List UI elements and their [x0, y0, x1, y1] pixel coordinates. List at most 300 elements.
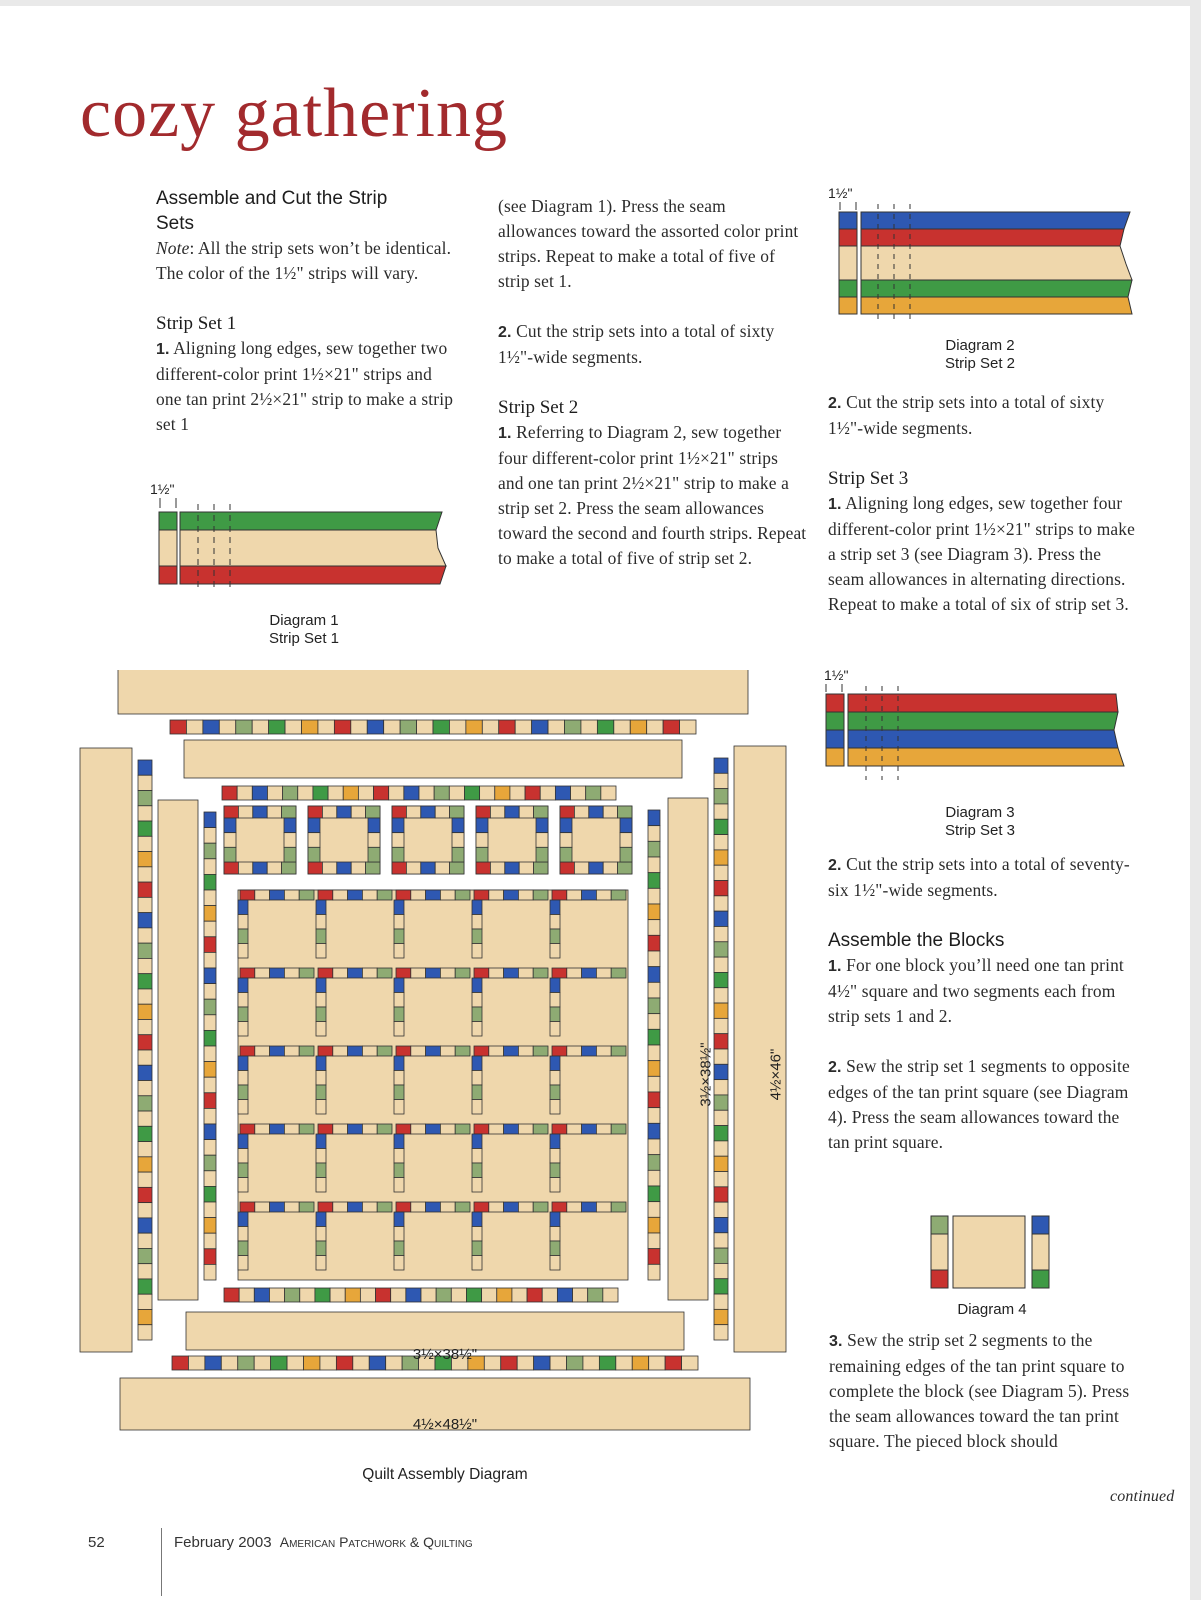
center-segment [316, 1241, 326, 1256]
center-segment [362, 1202, 377, 1212]
pieced-border-segment [714, 1217, 728, 1232]
pieced-border-segment [714, 926, 728, 941]
pieced-border-segment [665, 1356, 681, 1370]
inner-pieced-segment [315, 1288, 330, 1302]
center-segment [440, 1046, 455, 1056]
block-segment [368, 847, 380, 862]
pieced-border-segment [138, 806, 152, 821]
center-segment [316, 915, 326, 930]
center-segment [550, 1022, 560, 1037]
diagram-2-segment-blue [839, 212, 857, 229]
diagram-2-subtitle: Strip Set 2 [944, 355, 1016, 372]
pieced-border-segment [647, 720, 663, 734]
pieced-border-segment [138, 958, 152, 973]
block-segment [450, 862, 464, 874]
block-segment [620, 847, 632, 862]
center-segment [318, 890, 333, 900]
pieced-border-segment [565, 720, 581, 734]
pieced-border-segment [219, 720, 235, 734]
step-number: 1. [828, 958, 842, 975]
center-segment [299, 890, 314, 900]
block-segment [392, 862, 406, 874]
diagram-3-segment-red [826, 694, 844, 712]
center-segment [333, 890, 348, 900]
center-segment [550, 1149, 560, 1164]
center-segment [474, 890, 489, 900]
pieced-border-segment [271, 1356, 287, 1370]
pieced-border-segment [138, 913, 152, 928]
pieced-border-segment [532, 720, 548, 734]
inner-pieced-segment [204, 999, 216, 1015]
center-segment [316, 1100, 326, 1115]
inner-pieced-segment [648, 1092, 660, 1108]
inner-pieced-segment [648, 982, 660, 998]
inner-pieced-segment [648, 1108, 660, 1124]
center-segment [472, 1085, 482, 1100]
diagram-2-dimension: 1½" [828, 185, 853, 201]
pieced-border-segment [138, 1203, 152, 1218]
center-segment [611, 890, 626, 900]
pieced-border-segment [203, 720, 219, 734]
center-segment [426, 968, 441, 978]
step-number: 2. [828, 1059, 842, 1076]
inner-pieced-segment [224, 1288, 239, 1302]
footer-date: February 2003 [174, 1534, 272, 1551]
inner-pieced-segment [648, 1202, 660, 1218]
center-segment [504, 1046, 519, 1056]
center-segment [270, 890, 285, 900]
block-segment [421, 862, 435, 874]
pieced-border-segment [138, 928, 152, 943]
step-number: 2. [828, 857, 842, 874]
inner-pieced-segment [404, 786, 419, 800]
center-segment [333, 1124, 348, 1134]
center-segment [455, 968, 470, 978]
inner-pieced-segment [588, 1288, 603, 1302]
diagram-4-caption: Diagram 4 [957, 1301, 1027, 1318]
center-segment [611, 968, 626, 978]
pieced-border-segment [138, 867, 152, 882]
diagram-4-left-segment-sage [931, 1216, 948, 1234]
inner-pieced-segment [648, 1170, 660, 1186]
block-segment [560, 806, 574, 818]
outer-border-left [80, 748, 132, 1352]
pieced-border-segment [583, 1356, 599, 1370]
block-segment [560, 818, 572, 833]
center-segment [550, 993, 560, 1008]
quilt-label-outer-right: 4½×46" [767, 1048, 785, 1101]
block-segment [505, 862, 519, 874]
center-segment [426, 1046, 441, 1056]
center-segment [240, 1046, 255, 1056]
pieced-border-segment [714, 1172, 728, 1187]
center-segment [472, 944, 482, 959]
block-segment [603, 862, 617, 874]
pieced-border-segment [384, 720, 400, 734]
continued-note: continued [1110, 1488, 1175, 1505]
block-segment [519, 862, 533, 874]
inner-pieced-segment [204, 1015, 216, 1031]
center-segment [318, 1124, 333, 1134]
quilt-label-outer-bottom: 4½×48½" [412, 1416, 478, 1433]
center-segment [567, 1046, 582, 1056]
center-segment [238, 1212, 248, 1227]
center-segment [394, 1178, 404, 1193]
center-segment [238, 1149, 248, 1164]
pieced-border-segment [614, 720, 630, 734]
block-segment [534, 862, 548, 874]
inner-pieced-segment [648, 1155, 660, 1171]
center-segment [472, 1056, 482, 1071]
inner-pieced-segment [586, 786, 601, 800]
center-segment [472, 1134, 482, 1149]
pieced-border-segment [138, 760, 152, 775]
inner-pieced-segment [204, 937, 216, 953]
pieced-border-segment [714, 1187, 728, 1202]
inner-pieced-segment [648, 1249, 660, 1265]
pieced-border-segment [714, 804, 728, 819]
block-segment [351, 862, 365, 874]
inner-pieced-segment [204, 1249, 216, 1265]
pieced-border-segment [499, 720, 515, 734]
pieced-border-segment [714, 1080, 728, 1095]
diagram-1-subtitle: Strip Set 1 [268, 630, 340, 647]
inner-pieced-segment [358, 786, 373, 800]
pieced-border-segment [714, 1049, 728, 1064]
pieced-border-segment [188, 1356, 204, 1370]
inner-pieced-segment [204, 1077, 216, 1093]
center-segment [348, 1202, 363, 1212]
pieced-border-segment [581, 720, 597, 734]
center-segment [316, 1256, 326, 1271]
pieced-border-segment [138, 989, 152, 1004]
block-segment [392, 806, 406, 818]
diagram-2-segment-red [839, 229, 857, 246]
inner-pieced-segment [237, 786, 252, 800]
pieced-border-segment [304, 1356, 320, 1370]
inner-pieced-segment [527, 1288, 542, 1302]
inner-pieced-segment [648, 935, 660, 951]
pieced-border-segment [138, 836, 152, 851]
center-segment [411, 890, 426, 900]
inner-pieced-segment [283, 786, 298, 800]
column-2 [498, 194, 808, 571]
block-segment [284, 833, 296, 848]
center-segment [489, 1046, 504, 1056]
center-segment [299, 1202, 314, 1212]
inner-pieced-segment [285, 1288, 300, 1302]
diagram-1-segment-tan [159, 530, 177, 566]
pieced-border-segment [714, 773, 728, 788]
inner-pieced-segment [557, 1288, 572, 1302]
pieced-border-segment [482, 720, 498, 734]
center-segment [238, 915, 248, 930]
inner-border-left [158, 800, 198, 1300]
step-text: Referring to Diagram 2, sew together four different-color print 1½×21" strips and one tan print 2½×21" strip to make a strip set 2. Press the seam allowances toward the second and fourth strips. Repeat to make a total of five of strip set 2. [498, 422, 807, 568]
block-segment [282, 862, 296, 874]
block-segment [452, 833, 464, 848]
center-segment [550, 1085, 560, 1100]
center-segment [518, 1046, 533, 1056]
inner-border-top [184, 740, 682, 778]
pieced-border-segment [649, 1356, 665, 1370]
pieced-border-segment [138, 1309, 152, 1324]
center-segment [255, 968, 270, 978]
inner-pieced-segment [204, 890, 216, 906]
block-segment [536, 847, 548, 862]
inner-pieced-segment [510, 786, 525, 800]
quilt-assembly-diagram [78, 670, 802, 1460]
block-segment [322, 862, 336, 874]
center-segment [474, 1202, 489, 1212]
quilt-center [238, 890, 628, 1280]
strip-set-1-continued: (see Diagram 1). Press the seam allowances toward the assorted color print strips. Repeat to make a total of five of strip set 1. [498, 196, 799, 291]
block-segment [452, 818, 464, 833]
diagram-1-strip-tan [180, 530, 446, 566]
pieced-border-segment [714, 819, 728, 834]
pieced-border-segment [714, 1325, 728, 1340]
center-segment [472, 1163, 482, 1178]
block-segment [224, 806, 238, 818]
center-segment [596, 968, 611, 978]
block-segment [505, 806, 519, 818]
inner-pieced-segment [648, 1233, 660, 1249]
diagram-1-caption [224, 612, 384, 648]
inner-pieced-segment [204, 906, 216, 922]
inner-pieced-segment [497, 1288, 512, 1302]
inner-pieced-segment [648, 920, 660, 936]
pieced-border-segment [205, 1356, 221, 1370]
step-text: Sew the strip set 2 segments to the remaining edges of the tan print square to complete the block (see Diagram 5). Press the seam allowances toward the tan print square. The pieced block should [829, 1330, 1130, 1451]
inner-pieced-segment [204, 921, 216, 937]
block-segment [224, 862, 238, 874]
block-segment [560, 833, 572, 848]
inner-pieced-segment [204, 968, 216, 984]
block-segment [490, 806, 504, 818]
center-segment [333, 1046, 348, 1056]
block-segment [534, 806, 548, 818]
inner-pieced-segment [648, 888, 660, 904]
center-segment [550, 1241, 560, 1256]
center-segment [238, 1241, 248, 1256]
block-segment [476, 862, 490, 874]
center-segment [455, 1202, 470, 1212]
inner-pieced-segment [204, 1233, 216, 1249]
block-segment [308, 818, 320, 833]
inner-pieced-segment [495, 786, 510, 800]
block-segment [574, 862, 588, 874]
inner-pieced-segment [204, 1124, 216, 1140]
block-segment [421, 806, 435, 818]
inner-pieced-segment [343, 786, 358, 800]
diagram-2-strip-red [861, 229, 1124, 246]
block-segment [238, 806, 252, 818]
inner-pieced-segment [204, 859, 216, 875]
pieced-border-segment [138, 791, 152, 806]
center-segment [455, 890, 470, 900]
center-segment [316, 1085, 326, 1100]
center-segment [596, 1202, 611, 1212]
step-text: Aligning long edges, sew together two different-color print 1½×21" strips and one tan print 2½×21" strip to make a strip set 1 [156, 338, 454, 434]
inner-pieced-segment [204, 1186, 216, 1202]
block-segment [284, 847, 296, 862]
center-segment [377, 890, 392, 900]
pieced-border-segment [138, 1157, 152, 1172]
center-segment [504, 1124, 519, 1134]
pieced-border-segment [138, 1172, 152, 1187]
center-segment [255, 1046, 270, 1056]
center-segment [518, 1124, 533, 1134]
center-segment [299, 968, 314, 978]
center-segment [552, 1202, 567, 1212]
center-segment [550, 1178, 560, 1193]
step-text: Cut the strip sets into a total of sixty 1½"-wide segments. [498, 321, 775, 367]
pieced-border-segment [714, 1233, 728, 1248]
center-segment [316, 929, 326, 944]
center-segment [504, 890, 519, 900]
pieced-border-segment [680, 720, 696, 734]
center-segment [472, 1256, 482, 1271]
center-segment [255, 1124, 270, 1134]
pieced-border-segment [302, 720, 318, 734]
center-segment [316, 1149, 326, 1164]
center-segment [238, 1100, 248, 1115]
inner-pieced-segment [648, 1076, 660, 1092]
step-text: Aligning long edges, sew together four different-color print 1½×21" strips to make a strip set 3 (see Diagram 3). Press the seam allowances in alternating directions. Repeat to make a total of six of strip set 3. [828, 493, 1136, 614]
block-segment [589, 806, 603, 818]
section-heading-blocks: Assemble the Blocks [828, 930, 1005, 951]
center-segment [318, 1202, 333, 1212]
inner-pieced-segment [542, 1288, 557, 1302]
center-segment [394, 915, 404, 930]
block-segment [337, 806, 351, 818]
inner-pieced-segment [648, 1014, 660, 1030]
center-segment [394, 1007, 404, 1022]
center-segment [238, 944, 248, 959]
pieced-border-segment [400, 720, 416, 734]
diagram-2-strip-set-2 [826, 184, 1136, 334]
pieced-border-segment [449, 720, 465, 734]
center-segment [394, 1212, 404, 1227]
diagram-2-caption: Diagram 2 [945, 337, 1015, 354]
pieced-border-segment [466, 720, 482, 734]
diagram-3-strip-set-3 [822, 666, 1152, 786]
inner-pieced-segment [573, 1288, 588, 1302]
step-number: 3. [829, 1333, 843, 1350]
pieced-border-segment [138, 1126, 152, 1141]
inner-pieced-segment [376, 1288, 391, 1302]
block-segment [308, 833, 320, 848]
center-segment [550, 1227, 560, 1242]
center-segment [567, 890, 582, 900]
step-number: 2. [828, 395, 842, 412]
inner-pieced-segment [204, 1030, 216, 1046]
center-segment [394, 1100, 404, 1115]
center-segment [316, 900, 326, 915]
center-segment [474, 968, 489, 978]
block-segment [366, 862, 380, 874]
inner-pieced-segment [391, 1288, 406, 1302]
center-segment [255, 1202, 270, 1212]
inner-pieced-segment [451, 1288, 466, 1302]
inner-pieced-segment [204, 874, 216, 890]
pieced-border-segment [714, 1263, 728, 1278]
inner-pieced-segment [204, 1140, 216, 1156]
strip-set-2-step-2 [828, 390, 1138, 441]
block-segment [476, 818, 488, 833]
center-segment [489, 968, 504, 978]
pieced-border-segment [138, 775, 152, 790]
block-segment [435, 862, 449, 874]
inner-pieced-segment [389, 786, 404, 800]
diagram-3-dimension: 1½" [824, 667, 849, 683]
center-segment [582, 1202, 597, 1212]
inner-pieced-segment [406, 1288, 421, 1302]
center-segment [474, 1124, 489, 1134]
footer-divider [161, 1528, 162, 1596]
inner-border-bottom [186, 1312, 684, 1350]
center-segment [596, 1046, 611, 1056]
pieced-border-segment [714, 988, 728, 1003]
pieced-border-segment [714, 865, 728, 880]
block-segment [282, 806, 296, 818]
diagram-4-right-segment-tan [1032, 1234, 1049, 1270]
pieced-border-segment [433, 720, 449, 734]
center-segment [489, 1124, 504, 1134]
center-segment [238, 1085, 248, 1100]
pieced-border-segment [138, 1248, 152, 1263]
pieced-border-segment [714, 896, 728, 911]
inner-pieced-segment [345, 1288, 360, 1302]
pieced-border-segment [238, 1356, 254, 1370]
inner-pieced-segment [525, 786, 540, 800]
pieced-border-segment [714, 1018, 728, 1033]
pieced-border-segment [138, 897, 152, 912]
note-text: : All the strip sets won’t be identical. The color of the 1½" strips will vary. [156, 238, 452, 283]
inner-pieced-segment [204, 843, 216, 859]
pieced-border-segment [138, 1187, 152, 1202]
block-segment [476, 833, 488, 848]
center-segment [316, 1134, 326, 1149]
center-segment [333, 1202, 348, 1212]
diagram-3-strip-red [848, 694, 1118, 712]
note-label: Note [156, 238, 190, 258]
center-segment [472, 1071, 482, 1086]
center-segment [440, 968, 455, 978]
pieced-border-segment [417, 720, 433, 734]
center-segment [472, 1212, 482, 1227]
pieced-border-segment [663, 720, 679, 734]
inner-pieced-segment [648, 967, 660, 983]
block-segment [224, 818, 236, 833]
block-segment [308, 862, 322, 874]
pieced-border-segment [172, 1356, 188, 1370]
center-segment [550, 900, 560, 915]
diagram-3-segment-gold [826, 748, 844, 766]
center-segment [284, 890, 299, 900]
inner-pieced-segment [204, 984, 216, 1000]
center-segment [550, 944, 560, 959]
pieced-border-segment [138, 1264, 152, 1279]
center-segment [284, 1202, 299, 1212]
block-segment [308, 847, 320, 862]
quilt-label-inner-bottom: 3½×38½" [412, 1346, 478, 1363]
center-segment [411, 1124, 426, 1134]
center-segment [394, 929, 404, 944]
inner-pieced-segment [466, 1288, 481, 1302]
center-segment [270, 1046, 285, 1056]
center-segment [550, 1071, 560, 1086]
